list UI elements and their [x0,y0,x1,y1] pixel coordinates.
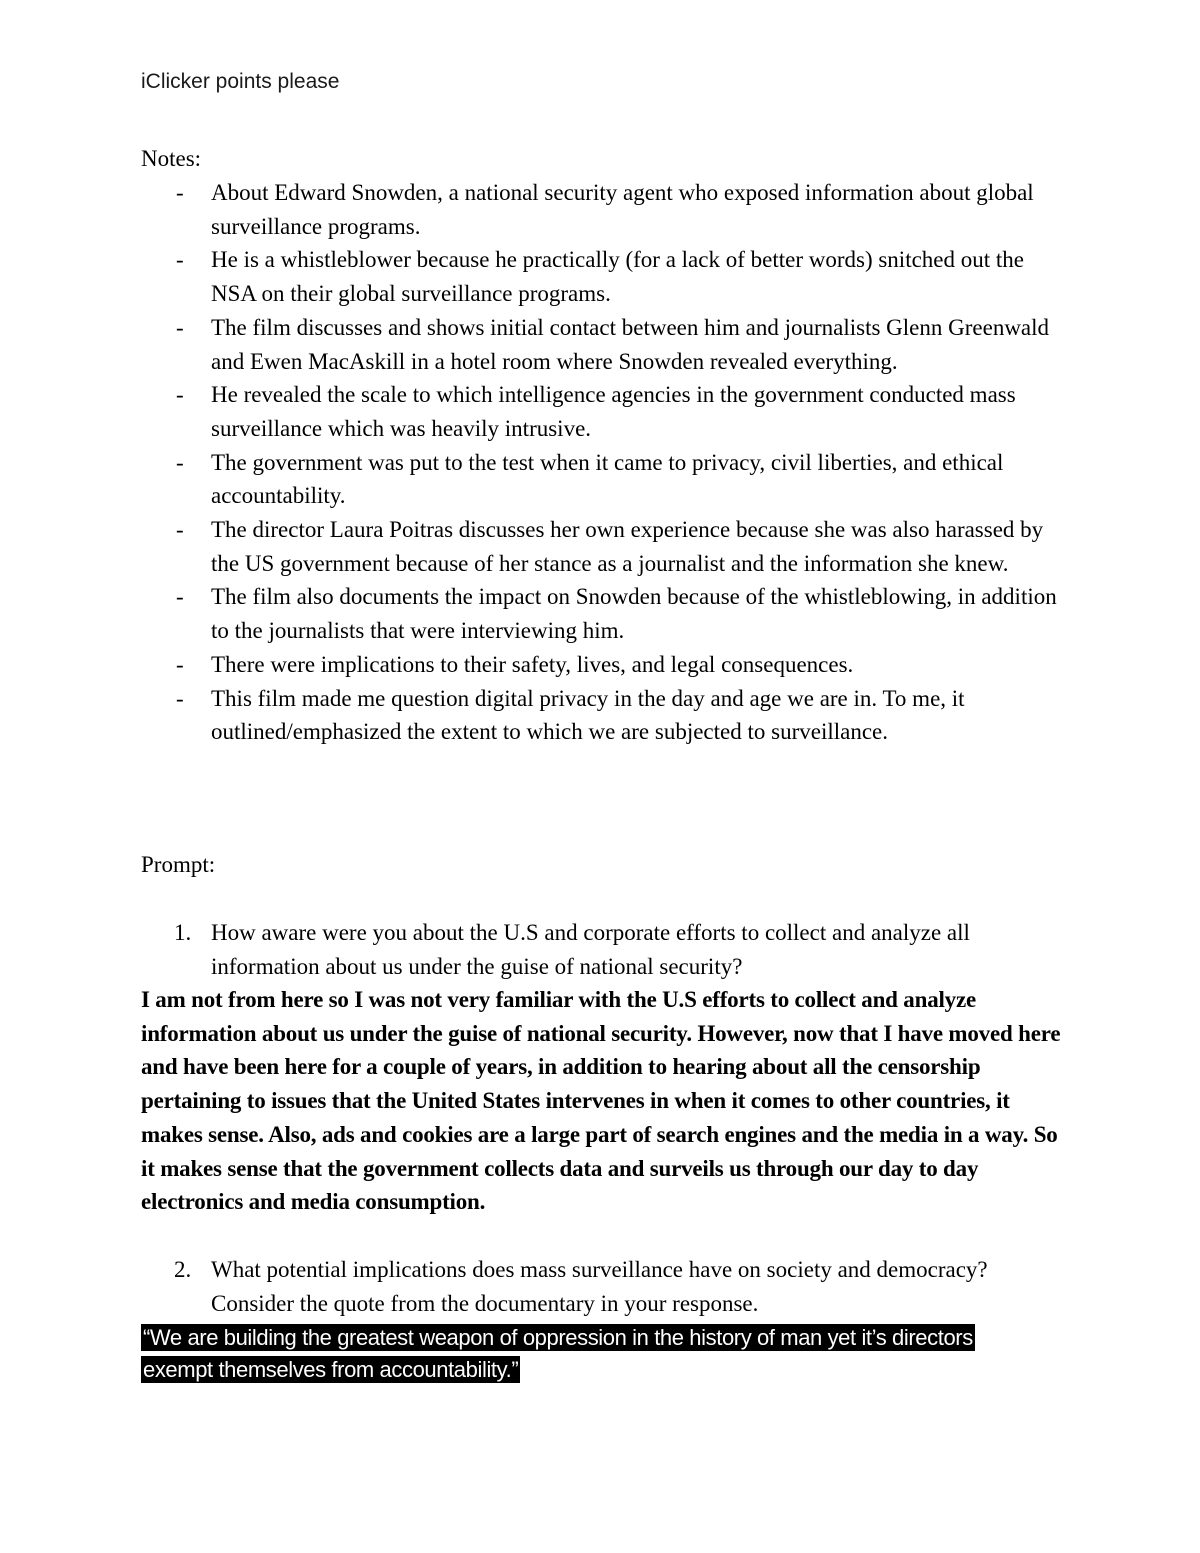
list-item [141,176,1071,243]
bullet-dash: - [176,247,184,273]
notes-heading: Notes: [141,146,202,171]
note-text: The government was put to the test when it came to privacy, civil liberties, and ethical accountability. [211,449,1004,509]
highlighted-quote [141,1322,1041,1386]
bullet-dash: - [176,584,184,610]
bullet-dash: - [176,449,184,475]
note-text: He is a whistleblower because he practically (for a lack of better words) snitched out the NSA on their global surveillance programs. [211,247,1024,307]
question-text: What potential implications does mass surveillance have on society and democracy? Consider the quote from the documentary in your response. [211,1257,988,1316]
note-text: The director Laura Poitras discusses her own experience because she was also harassed by the US government because of her stance as a journalist and the information she knew. [211,517,1044,576]
note-text: This film made me question digital privacy in the day and age we are in. To me, it outlined/emphasized the extent to which we are subjected to surveillance. [211,685,965,745]
question-1 [141,916,1071,983]
note-text: The film also documents the impact on Snowden because of the whistleblowing, in addition to the journalists that were interviewing him. [211,584,1057,644]
list-item [141,648,1071,682]
answer-1: I am not from here so I was not very familiar with the U.S efforts to collect and analyze information about us under the guise of national security. However, now that I have moved here and have been here for a couple of years, in addition to hearing about all the censorship pertaining to issues that the United States intervenes in when it comes to other countries, it makes sense. Also, ads and cookies are a large part of search engines and the media in a way. So it makes sense that the government collects data and surveils us through our day to day electronics and media consumption. [141,987,1061,1215]
quote-text: “We are building the greatest weapon of oppression in the history of man yet it’s directors exempt themselves from accountability.” [143,1325,973,1382]
list-item [141,580,1071,647]
bullet-dash: - [176,517,184,543]
bullet-dash: - [176,314,184,340]
bullet-dash: - [176,685,184,711]
list-item [141,682,1071,749]
note-text: The film discusses and shows initial contact between him and journalists Glenn Greenwald and Ewen MacAskill in a hotel room where Snowden revealed everything. [211,314,1050,374]
notes-list [141,176,1071,749]
list-item [141,513,1071,580]
question-number: 1. [174,920,192,945]
bullet-dash: - [176,651,184,677]
note-text: There were implications to their safety, lives, and legal consequences. [211,651,854,677]
question-2 [141,1253,1071,1320]
note-text: About Edward Snowden, a national security agent who exposed information about global surveillance programs. [211,180,1034,239]
question-text: How aware were you about the U.S and corporate efforts to collect and analyze all information about us under the guise of national security? [211,920,970,979]
bullet-dash: - [176,180,184,205]
list-item [141,446,1071,513]
prompt-heading: Prompt: [141,852,216,877]
list-item [141,311,1071,378]
header-note: iClicker points please [141,70,340,93]
note-text: He revealed the scale to which intelligence agencies in the government conducted mass surveillance which was heavily intrusive. [211,382,1016,441]
question-number: 2. [174,1257,192,1282]
list-item [141,378,1071,445]
list-item [141,243,1071,310]
bullet-dash: - [176,382,184,408]
